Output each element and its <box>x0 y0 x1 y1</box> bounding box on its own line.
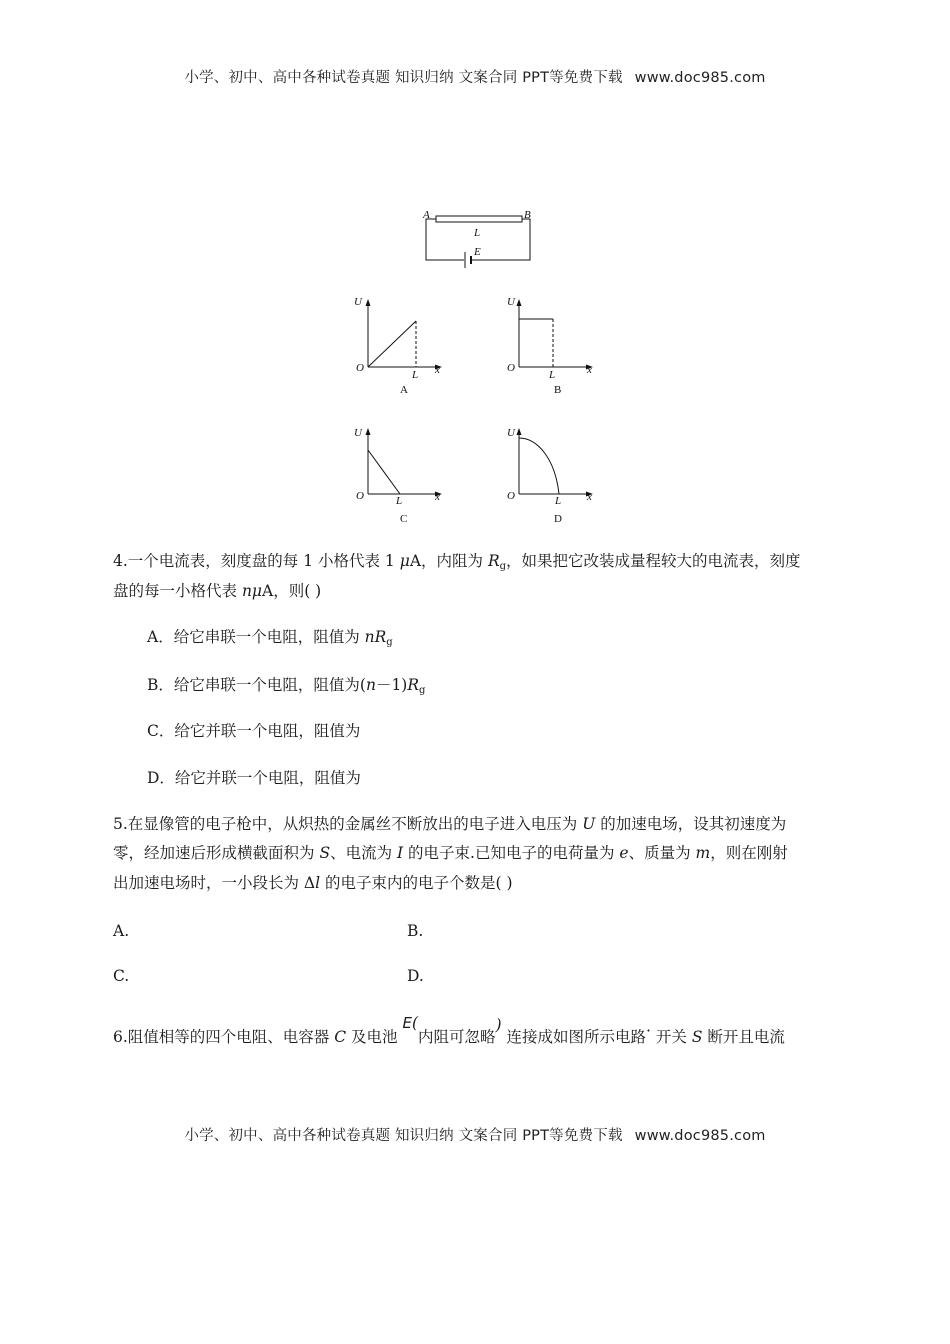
q6-e-symbol: E <box>402 1014 412 1032</box>
page-header-top <box>0 66 950 87</box>
q5-text: 、质量为 <box>628 844 696 862</box>
q6-text: 开关 <box>650 1028 692 1046</box>
graph-b-axis-x: x <box>587 364 592 376</box>
option-text: －1) <box>375 676 408 694</box>
graph-a-axis-u: U <box>354 296 362 308</box>
q5-line1 <box>113 809 786 839</box>
graph-d-mark-l: L <box>555 495 562 507</box>
graph-a-origin: O <box>356 362 364 374</box>
graph-a <box>350 295 460 400</box>
q5-u: U <box>582 815 596 833</box>
q5-option-b <box>407 916 423 946</box>
circuit-label-b: B <box>524 209 531 221</box>
header-url: www.doc985.com <box>634 1128 766 1144</box>
graph-b-mark-l: L <box>549 369 556 381</box>
header-text: 小学、初中、高中各种试卷真题 知识归纳 文案合同 PPT等免费下载 <box>184 70 623 86</box>
q5-text: 的电子束内的电子个数是( ) <box>320 874 513 892</box>
q5-s: S <box>319 844 331 862</box>
option-n: n <box>365 676 376 694</box>
q5-text: 、电流为 <box>330 844 397 862</box>
q5-text: 的加速电场，设其初速度为 <box>595 815 787 833</box>
graph-c-axis-u: U <box>354 427 362 439</box>
option-r: R <box>374 628 387 646</box>
q5-e: e <box>619 844 629 862</box>
q5-text: 的电子束.已知电子的电荷量为 <box>403 844 620 862</box>
graph-d-caption: D <box>554 513 562 525</box>
q4-text: 4.一个电流表，刻度盘的每 1 小格代表 1 <box>113 552 400 570</box>
graph-b-origin: O <box>507 362 515 374</box>
q5-line3 <box>113 868 513 898</box>
q4-sub: g <box>499 561 507 572</box>
q5-option-d <box>407 961 424 991</box>
option-text: B．给它串联一个电阻，阻值为( <box>147 676 366 694</box>
q6-s: S <box>691 1028 703 1046</box>
q5-text: 零，经加速后形成横截面积为 <box>113 844 320 862</box>
circuit-label-e: E <box>474 246 481 258</box>
graph-d-axis-x: x <box>587 491 592 503</box>
graph-d-origin: O <box>507 490 515 502</box>
q6-dot: · <box>646 1022 651 1040</box>
circuit-label-a: A <box>423 209 430 221</box>
q6-paren: ) <box>495 1016 502 1034</box>
q4-option-c <box>147 716 360 746</box>
q5-l: l <box>315 874 321 892</box>
q4-option-b <box>147 670 425 706</box>
q6-line1 <box>113 1014 785 1052</box>
q6-text: 断开且电流 <box>702 1028 785 1046</box>
graph-a-caption: A <box>400 384 408 396</box>
q5-text: 5.在显像管的电子枪中，从炽热的金属丝不断放出的电子进入电压为 <box>113 815 583 833</box>
graph-a-mark-l: L <box>412 369 419 381</box>
q4-text: A，则( ) <box>262 582 322 600</box>
option-label: D. <box>407 967 424 985</box>
q5-option-c <box>113 961 129 991</box>
q6-text: 及电池 <box>346 1028 403 1046</box>
q6-text: 连接成如图所示电路 <box>501 1028 647 1046</box>
graph-b <box>503 295 613 400</box>
graph-d-axis-u: U <box>507 427 515 439</box>
q5-i: I <box>397 844 404 862</box>
option-sub: g <box>386 637 393 648</box>
q4-n: nμ <box>241 582 262 600</box>
q6-text: 内阻可忽略 <box>418 1028 496 1046</box>
graph-c <box>350 424 460 529</box>
q4-mu: μ <box>399 552 410 570</box>
q4-option-d <box>147 763 361 793</box>
option-text: A．给它串联一个电阻，阻值为 <box>147 628 365 646</box>
option-text: D．给它并联一个电阻，阻值为 <box>147 769 361 787</box>
q4-text: A，内阻为 <box>409 552 488 570</box>
graph-c-axis-x: x <box>435 491 440 503</box>
q6-c: C <box>334 1028 347 1046</box>
graph-c-mark-l: L <box>396 495 403 507</box>
q6-text: 6.阻值相等的四个电阻、电容器 <box>113 1028 335 1046</box>
graph-b-caption: B <box>554 384 562 396</box>
q5-m: m <box>695 844 711 862</box>
q4-option-a <box>147 622 393 658</box>
q5-option-a <box>113 916 129 946</box>
graph-d <box>503 424 613 529</box>
graph-c-caption: C <box>400 513 408 525</box>
header-url: www.doc985.com <box>634 70 766 86</box>
circuit-figure <box>420 208 535 270</box>
option-sub: g <box>419 685 426 696</box>
option-label: B. <box>407 922 424 940</box>
q4-text: 盘的每一小格代表 <box>113 582 242 600</box>
graph-a-axis-x: x <box>435 364 440 376</box>
header-text: 小学、初中、高中各种试卷真题 知识归纳 文案合同 PPT等免费下载 <box>184 1128 623 1144</box>
graph-c-origin: O <box>356 490 364 502</box>
option-n: n <box>364 628 375 646</box>
q5-line2 <box>113 838 788 868</box>
q6-paren: ( <box>411 1014 418 1032</box>
option-label: A. <box>113 922 130 940</box>
page-header-bottom <box>0 1124 950 1145</box>
q4-text: ，如果把它改装成量程较大的电流表，刻度 <box>506 552 801 570</box>
q4-r: R <box>487 552 500 570</box>
circuit-label-l: L <box>474 227 481 239</box>
graph-b-axis-u: U <box>507 296 515 308</box>
q5-text: ，则在刚射 <box>710 844 788 862</box>
option-text: C．给它并联一个电阻，阻值为 <box>147 722 361 740</box>
q4-line2 <box>113 576 321 606</box>
q5-text: 出加速电场时，一小段长为 Δ <box>113 874 316 892</box>
option-label: C. <box>113 967 130 985</box>
option-r: R <box>407 676 420 694</box>
